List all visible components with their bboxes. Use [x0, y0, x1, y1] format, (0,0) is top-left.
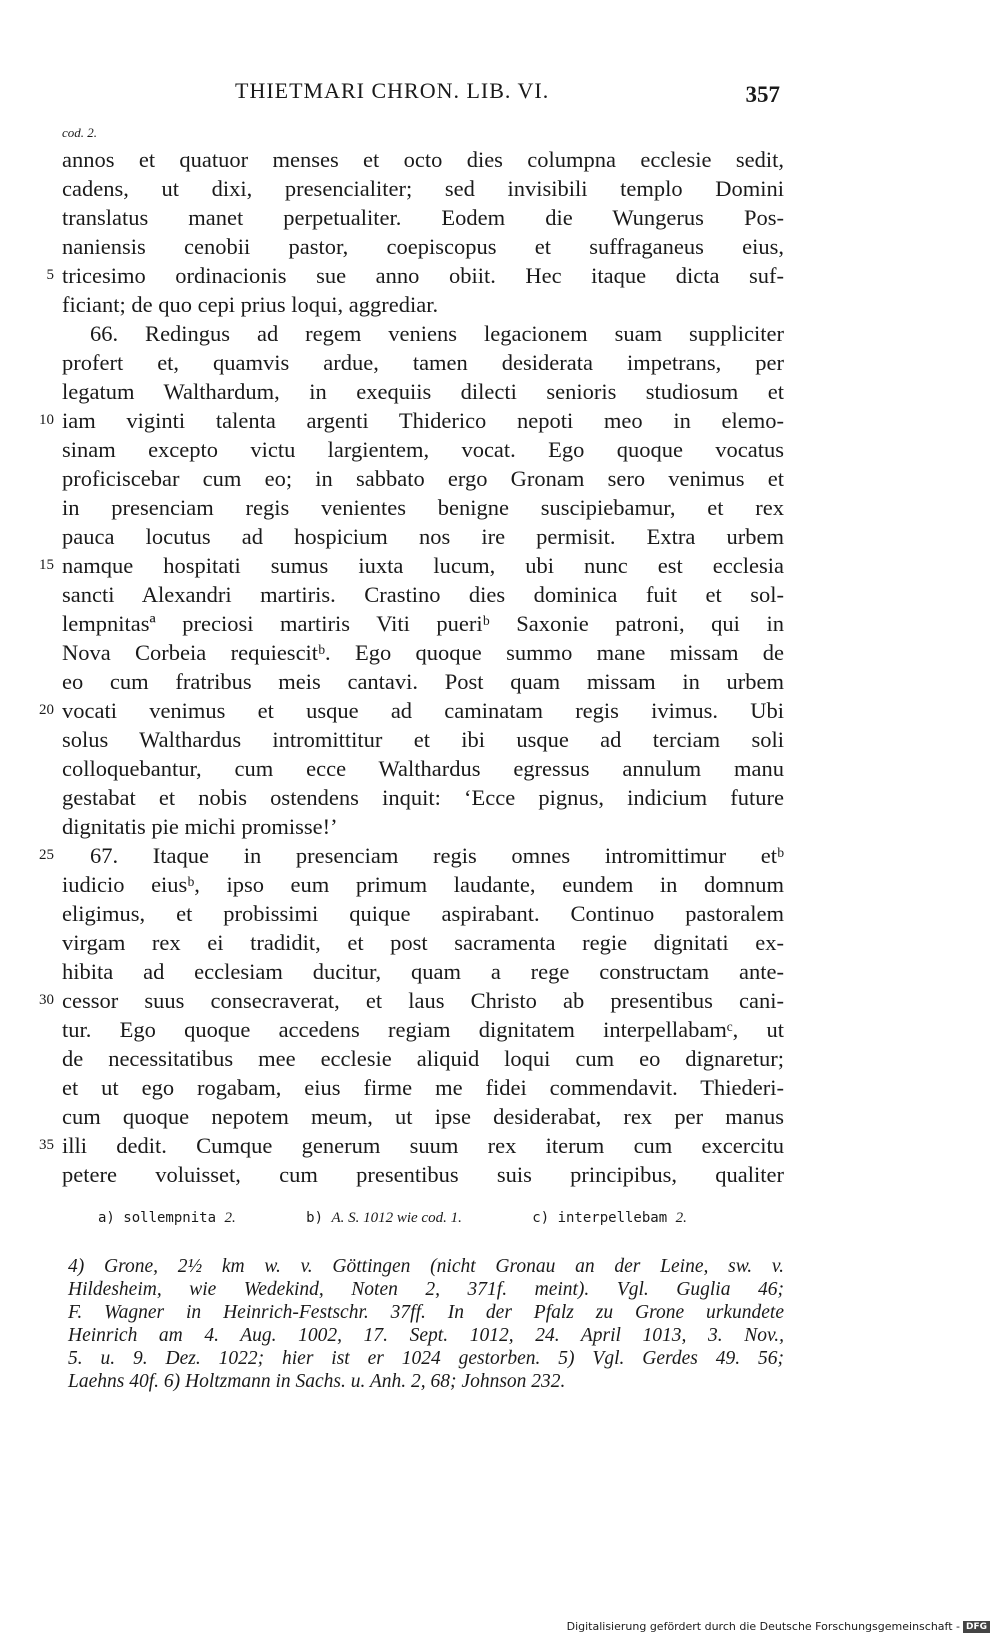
line-text: et ut ego rogabam, eius firme me fidei commendavit. Thiederi-	[62, 1075, 784, 1100]
text-line	[39, 696, 784, 725]
text-line	[62, 754, 784, 783]
dfg-logo: DFG	[963, 1621, 990, 1633]
text-line	[62, 928, 784, 957]
line-text: eo cum fratribus meis cantavi. Post quam missam in urbem	[62, 669, 784, 694]
text-line	[62, 957, 784, 986]
line-text: naniensis cenobii pastor, coepiscopus et suffraganeus eius,	[62, 234, 784, 259]
text-line	[62, 1044, 784, 1073]
line-text: vocati venimus et usque ad caminatam regis ivimus. Ubi	[62, 698, 784, 723]
text-line	[62, 638, 784, 667]
text-line	[62, 812, 784, 841]
text-line	[62, 580, 784, 609]
line-text: petere voluisset, cum presentibus suis principibus, qualiter	[62, 1162, 784, 1187]
text-line	[62, 783, 784, 812]
line-text: tur. Ego quoque accedens regiam dignitatem interpellabamᶜ, ut	[62, 1017, 784, 1042]
page-footer	[567, 1620, 990, 1633]
line-text: hibita ad ecclesiam ducitur, quam a rege constructam ante-	[62, 959, 784, 984]
text-line	[62, 1015, 784, 1044]
text-line	[62, 609, 784, 638]
line-text: annos et quatuor menses et octo dies columpna ecclesie sedit,	[62, 147, 784, 172]
line-text: iudicio eiusᵇ, ipso eum primum laudante, eundem in domnum	[62, 872, 784, 897]
line-text: Nova Corbeia requiescitᵇ. Ego quoque summo mane missam de	[62, 640, 784, 665]
line-text: pauca locutus ad hospicium nos ire permisit. Extra urbem	[62, 524, 784, 549]
text-line	[62, 870, 784, 899]
digitization-credit: Digitalisierung gefördert durch die Deutsche Forschungsgemeinschaft -	[566, 1620, 960, 1633]
text-line	[62, 319, 784, 348]
text-line	[62, 435, 784, 464]
text-line	[39, 551, 784, 580]
page-number: 357	[745, 82, 780, 107]
line-text: gestabat et nobis ostendens inquit: ‘Ecce pignus, indicium future	[62, 785, 784, 810]
text-line	[62, 1160, 784, 1189]
line-text: dignitatis pie michi promisse!’	[62, 814, 338, 839]
line-text: illi dedit. Cumque generum suum rex iterum cum excercitu	[62, 1133, 784, 1158]
line-text: namque hospitati sumus iuxta lucum, ubi nunc est ecclesia	[62, 553, 784, 578]
apparatus-note-c: c) interpellebam 2.	[532, 1210, 687, 1226]
line-number: 35	[39, 1137, 54, 1153]
page-header	[60, 78, 780, 108]
footnote-line: Heinrich am 4. Aug. 1002, 17. Sept. 1012, 24. April 1013, 3. Nov.,	[68, 1325, 784, 1346]
footnote-line: F. Wagner in Heinrich-Festschr. 37ff. In der Pfalz zu Grone urkundete	[68, 1302, 784, 1323]
critical-apparatus	[98, 1210, 798, 1227]
line-number: 10	[39, 412, 54, 428]
line-text: solus Walthardus intromittitur et ibi usque ad terciam soli	[62, 727, 784, 752]
line-text: cessor suus consecraverat, et laus Christo ab presentibus cani-	[62, 988, 784, 1013]
codex-note: cod. 2.	[62, 125, 98, 140]
line-text: cadens, ut dixi, presencialiter; sed invisibili templo Domini	[62, 176, 784, 201]
text-line	[39, 1131, 784, 1160]
line-text: iam viginti talenta argenti Thiderico nepoti meo in elemo-	[62, 408, 784, 433]
text-line	[39, 986, 784, 1015]
text-line	[39, 406, 784, 435]
apparatus-note-b: b) A. S. 1012 wie cod. 1.	[306, 1210, 462, 1226]
line-text: profert et, quamvis ardue, tamen desiderata impetrans, per	[62, 350, 784, 375]
line-text: 66. Redingus ad regem veniens legacionem suam suppliciter	[90, 321, 784, 346]
text-line	[62, 899, 784, 928]
line-text: tricesimo ordinacionis sue anno obiit. Hec itaque dicta suf-	[62, 263, 784, 288]
text-line	[46, 261, 784, 290]
line-text: lempnitasª preciosi martiris Viti pueriᵇ Saxonie patroni, qui in	[62, 611, 784, 636]
text-line	[62, 290, 784, 319]
line-number: 30	[39, 992, 54, 1008]
footnote-line: 5. u. 9. Dez. 1022; hier ist er 1024 gestorben. 5) Vgl. Gerdes 49. 56;	[68, 1348, 784, 1369]
line-text: proficiscebar cum eo; in sabbato ergo Gronam sero venimus et	[62, 466, 784, 491]
text-line	[62, 377, 784, 406]
line-text: eligimus, et probissimi quique aspirabant. Continuo pastoralem	[62, 901, 784, 926]
footnote-line: Laehns 40f. 6) Holtzmann in Sachs. u. Anh. 2, 68; Johnson 232.	[68, 1371, 566, 1392]
text-line	[62, 493, 784, 522]
footnote-line: 4) Grone, 2½ km w. v. Göttingen (nicht Gronau an der Leine, sw. v.	[68, 1256, 784, 1277]
line-text: legatum Walthardum, in exequiis dilecti senioris studiosum et	[62, 379, 784, 404]
line-text: cum quoque nepotem meum, ut ipse desiderabat, rex per manus	[62, 1104, 784, 1129]
line-text: sancti Alexandri martiris. Crastino dies dominica fuit et sol-	[62, 582, 784, 607]
apparatus-note-a: a) sollempnita 2.	[98, 1210, 236, 1226]
text-line	[62, 174, 784, 203]
footnotes	[68, 1255, 784, 1393]
line-text: sinam excepto victu largientem, vocat. Ego quoque vocatus	[62, 437, 784, 462]
text-line	[62, 667, 784, 696]
text-line	[62, 1102, 784, 1131]
line-text: colloquebantur, cum ecce Walthardus egressus annulum manu	[62, 756, 784, 781]
text-line	[62, 522, 784, 551]
line-number: 5	[46, 267, 54, 283]
text-line	[62, 464, 784, 493]
line-text: de necessitatibus mee ecclesie aliquid loqui cum eo dignaretur;	[62, 1046, 784, 1071]
line-text: 67. Itaque in presenciam regis omnes intromittimur etᵇ	[90, 843, 784, 868]
line-text: ficiant; de quo cepi prius loqui, aggrediar.	[62, 292, 439, 317]
text-line	[62, 232, 784, 261]
line-number: 25	[39, 847, 54, 863]
text-line	[62, 348, 784, 377]
text-line	[62, 203, 784, 232]
line-text: in presenciam regis venientes benigne suscipiebamur, et rex	[62, 495, 784, 520]
line-text: translatus manet perpetualiter. Eodem die Wungerus Pos-	[62, 205, 784, 230]
footnote-line: Hildesheim, wie Wedekind, Noten 2, 371f. meint). Vgl. Guglia 46;	[68, 1279, 784, 1300]
main-text	[0, 145, 1000, 1189]
text-line	[62, 725, 784, 754]
text-line	[62, 1073, 784, 1102]
line-number: 15	[39, 557, 54, 573]
text-line	[62, 145, 784, 174]
running-title: THIETMARI CHRON. LIB. VI.	[235, 78, 550, 103]
text-line	[39, 841, 784, 870]
line-number: 20	[39, 702, 54, 718]
line-text: virgam rex ei tradidit, et post sacramenta regie dignitati ex-	[62, 930, 784, 955]
